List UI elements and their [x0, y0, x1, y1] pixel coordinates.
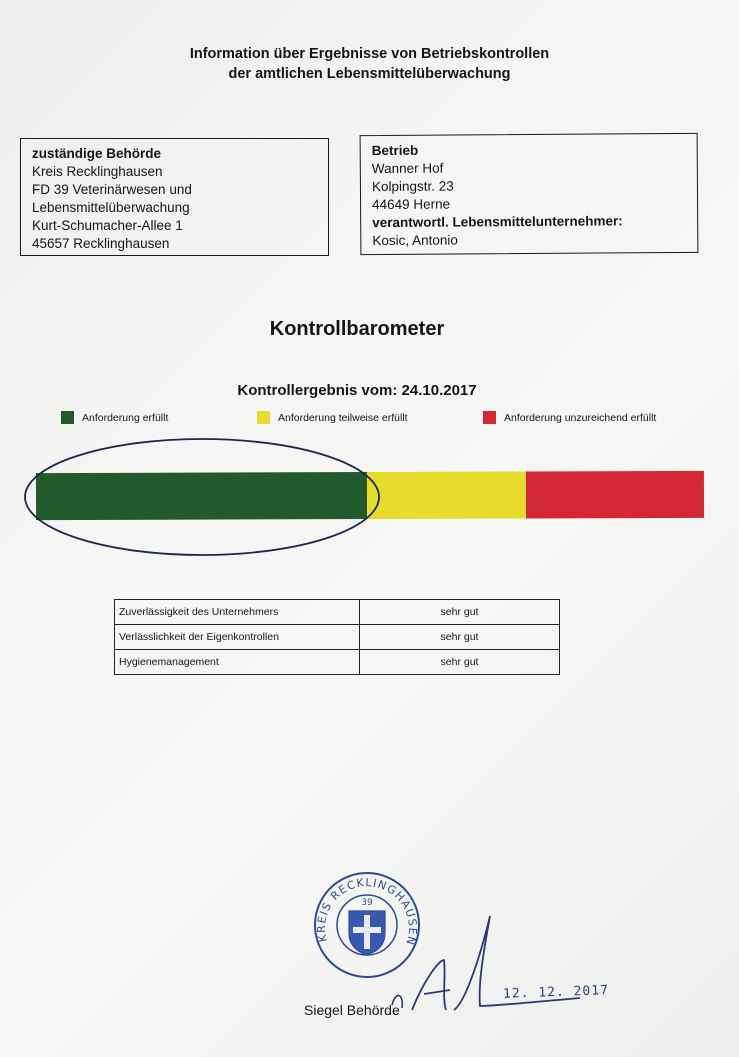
authority-line: Kreis Recklinghausen	[32, 164, 163, 179]
ratings-table	[114, 599, 560, 675]
authority-line: Lebensmittelüberwachung	[32, 200, 190, 215]
legend-item-insufficient	[483, 411, 656, 424]
seal-number: 39	[361, 898, 373, 908]
result-date-line: Kontrollergebnis vom: 24.10.2017	[237, 382, 477, 399]
legend-label: Anforderung unzureichend erfüllt	[504, 411, 657, 424]
rating-value: sehr gut	[360, 600, 560, 625]
rating-criterion: Zuverlässigkeit des Unternehmers	[115, 600, 360, 625]
legend-swatch-green	[61, 411, 74, 424]
business-street: Kolpingstr. 23	[371, 178, 454, 195]
table-row	[115, 650, 560, 675]
seal-ring-text: KREIS RECKLINGHAUSEN	[314, 876, 420, 948]
legend-swatch-red	[483, 411, 496, 424]
seal-label: Siegel Behörde	[304, 1002, 400, 1018]
title-line-1: Information über Ergebnisse von Betriebskontrollen	[189, 46, 550, 62]
legend-item-partial	[257, 411, 408, 424]
rating-criterion: Verlässlichkeit der Eigenkontrollen	[115, 625, 360, 650]
authority-heading: zuständige Behörde	[32, 146, 162, 161]
operator-name: Kosic, Antonio	[372, 232, 458, 249]
signature-icon	[384, 910, 584, 1020]
authority-line: FD 39 Veterinärwesen und	[32, 182, 192, 197]
business-box	[360, 133, 699, 255]
legend-label: Anforderung erfüllt	[82, 411, 169, 424]
table-row	[115, 625, 560, 650]
authority-box	[20, 138, 329, 256]
bar-segment-yellow	[367, 471, 526, 519]
business-heading: Betrieb	[371, 142, 419, 159]
business-name: Wanner Hof	[371, 160, 444, 177]
bar-segment-red	[526, 471, 704, 519]
authority-line: 45657 Recklinghausen	[32, 236, 170, 251]
table-row	[115, 600, 560, 625]
title-line-2: der amtlichen Lebensmittelüberwachung	[228, 66, 511, 82]
selection-ellipse	[22, 436, 382, 558]
legend-item-fulfilled	[61, 411, 168, 424]
rating-value: sehr gut	[360, 625, 560, 650]
business-city: 44649 Herne	[372, 196, 451, 213]
barometer-title: Kontrollbarometer	[269, 318, 445, 340]
rating-criterion: Hygienemanagement	[115, 650, 360, 675]
rating-value: sehr gut	[360, 650, 560, 675]
legend-swatch-yellow	[257, 411, 270, 424]
operator-label: verantwortl. Lebensmittelunternehmer:	[372, 213, 623, 231]
authority-line: Kurt-Schumacher-Allee 1	[32, 218, 183, 233]
document-title	[0, 44, 739, 84]
signature-date: 12. 12. 2017	[502, 983, 610, 1002]
legend-label: Anforderung teilweise erfüllt	[278, 411, 408, 424]
